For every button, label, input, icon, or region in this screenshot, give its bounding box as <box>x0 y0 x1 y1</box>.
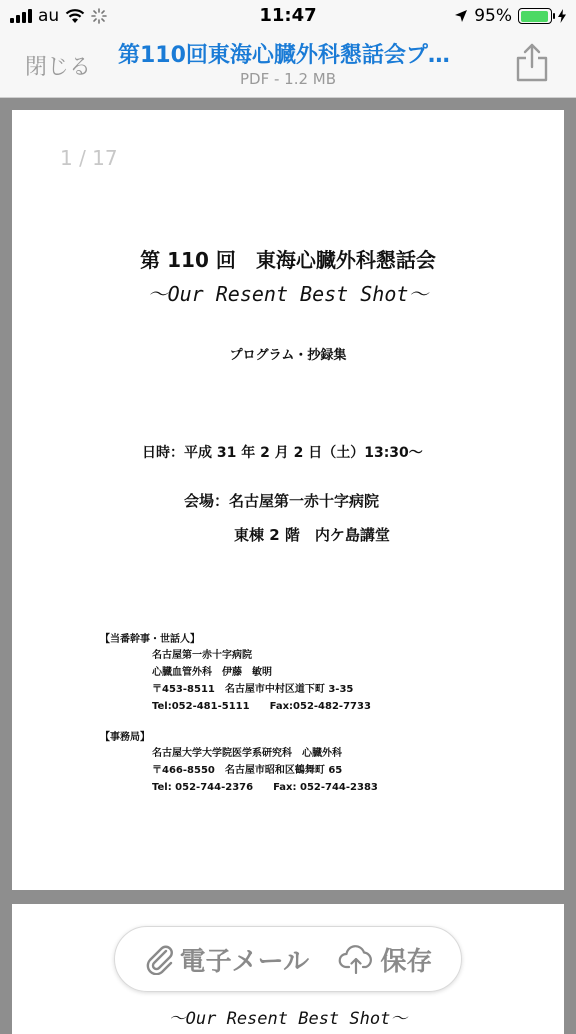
event-date: 日時：平成 31 年 2 月 2 日（土）13:30〜 <box>142 445 423 461</box>
battery-icon <box>518 8 552 24</box>
document-type: プログラム・抄録集 <box>229 348 347 363</box>
office-line: Tel: 052-744-2376 Fax: 052-744-2383 <box>152 782 378 793</box>
office-line: 名古屋大学大学院医学系研究科 心臓外科 <box>152 748 342 759</box>
paperclip-icon <box>144 943 174 975</box>
secretary-line: 〒453-8511 名古屋市中村区道下町 3-35 <box>152 684 354 695</box>
secretary-line: 心臓血管外科 伊藤 敏明 <box>152 667 272 678</box>
document-info: PDF - 1.2 MB <box>239 70 337 88</box>
event-subtitle: 〜Our Resent Best Shot〜 <box>147 282 429 306</box>
office-heading: 【事務局】 <box>100 732 150 743</box>
save-button[interactable] <box>338 941 432 978</box>
email-button[interactable] <box>144 941 309 978</box>
secretary-line: 名古屋第一赤十字病院 <box>152 650 252 661</box>
document-title: 第110回東海心臓外科懇話会プ… <box>118 43 450 68</box>
event-venue-room: 東棟 2 階 内ケ島講堂 <box>234 526 390 544</box>
status-right <box>454 6 566 26</box>
secretary-line: Tel:052-481-5111 Fax:052-482-7733 <box>152 701 371 712</box>
pdf-page-1[interactable] <box>12 110 564 890</box>
action-bar <box>114 926 462 992</box>
secretary-heading: 【当番幹事・世話人】 <box>100 634 200 645</box>
battery-percent: 95% <box>474 6 512 26</box>
cloud-upload-icon <box>338 944 374 974</box>
email-label: 電子メール <box>179 946 310 977</box>
page-indicator: 1 / 17 <box>60 146 118 170</box>
page2-subtitle: 〜Our Resent Best Shot〜 <box>168 1009 408 1029</box>
carrier-label: au <box>38 6 60 26</box>
event-venue: 会場：名古屋第一赤十字病院 <box>184 492 380 510</box>
save-label: 保存 <box>380 946 433 977</box>
battery-level <box>521 11 549 22</box>
share-icon[interactable] <box>514 42 550 82</box>
location-arrow-icon <box>454 9 468 23</box>
status-bar <box>0 0 576 32</box>
close-button[interactable]: 閉じる <box>25 55 92 80</box>
office-line: 〒466-8550 名古屋市昭和区鶴舞町 65 <box>152 765 343 776</box>
nav-bar <box>0 32 576 98</box>
charging-bolt-icon <box>558 9 566 23</box>
event-title: 第 110 回 東海心臓外科懇話会 <box>140 248 436 272</box>
clock: 11:47 <box>259 5 317 26</box>
